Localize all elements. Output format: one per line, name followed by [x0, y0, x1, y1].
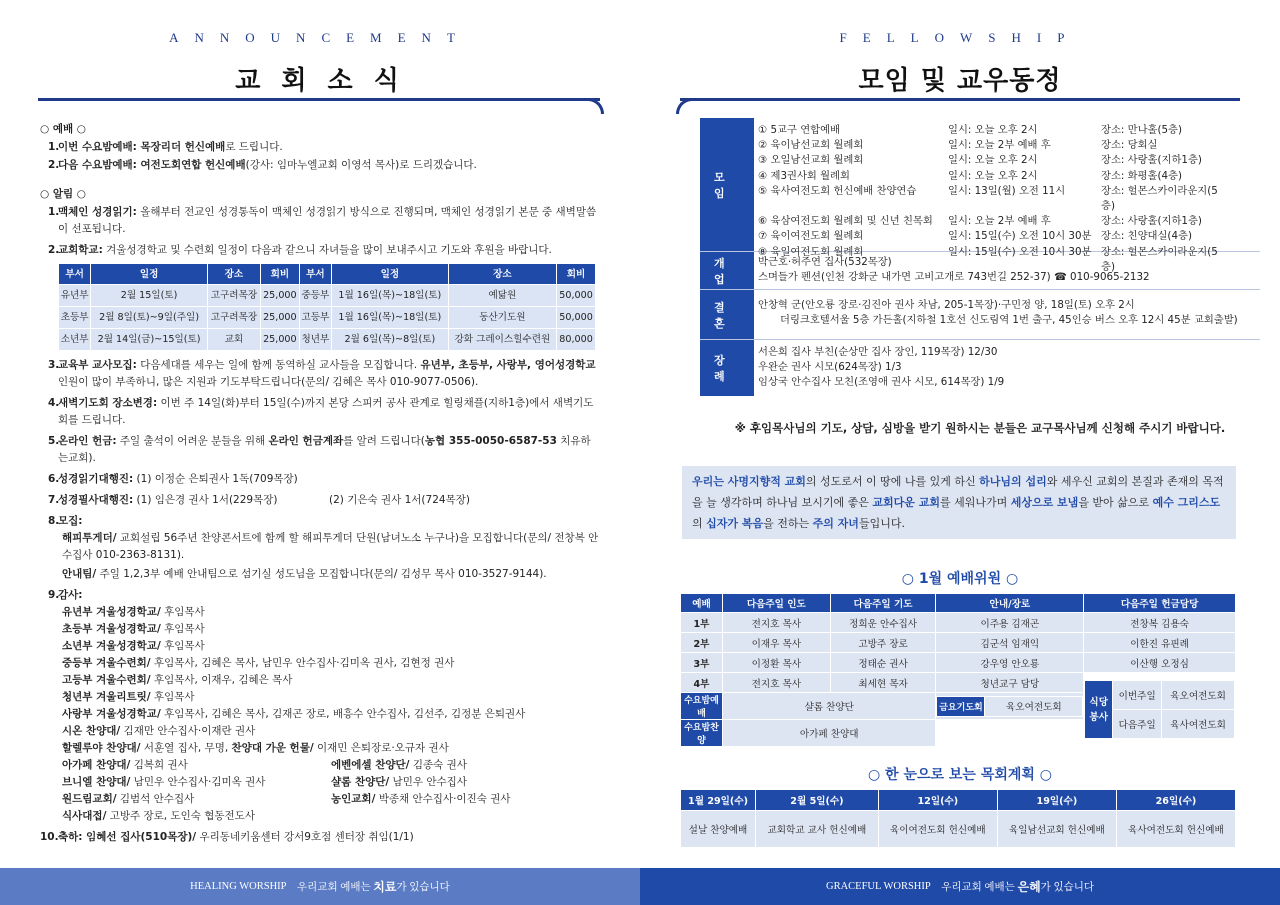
meeting-name: ① 5교구 연합예배: [758, 124, 841, 136]
notice-item-2: 2. 교회학교: 겨울성경학교 및 수련회 일정이 다음과 같으니 자녀들을 많이 보내주시고 기도와 후원을 바랍니다.: [48, 244, 552, 256]
wc-cell: 정태순 권사: [830, 653, 936, 673]
meeting-name: ③ 오일남선교회 월례회: [758, 154, 864, 167]
ministry-plan-table: [680, 789, 1236, 848]
school-header-cell: 회비: [260, 264, 299, 285]
school-cell: 초등부: [59, 307, 91, 329]
wedding-line-1: 안창혁 군(안오룡 장로·김진아 권사 차남, 205-1목장)·구민정 양, 18일(토) 오후 2시: [758, 299, 1135, 311]
wc-header-cell: 예배: [681, 594, 723, 613]
vision-statement: 우리는 사명지향적 교회의 성도로서 이 땅에 나를 있게 하신 하나님의 섭리와 세우신 교회의 본질과 존재의 목적을 늘 생각하며 하나님 보시기에 좋은 교회다운 교회를 세워나가며 세상으로 보냄을 받아 삶으로 예수 그리스도의 십자가 복음을 전하는 주의 자녀들입니다.: [682, 466, 1236, 539]
meeting-name: ⑦ 육이여전도회 월례회: [758, 230, 864, 243]
school-cell: 2월 8일(토)~9일(주일): [91, 307, 208, 329]
notice-heading: ○ 알림 ○: [40, 188, 86, 200]
thanks-pair: [40, 757, 600, 774]
school-cell: 1월 16일(목)~18일(토): [332, 307, 449, 329]
funeral-line-3: 임상국 안수집사 모친(조영애 권사 시모, 614목장) 1/9: [758, 376, 1005, 389]
school-cell: 50,000: [557, 285, 596, 307]
school-header-cell: 장소: [448, 264, 557, 285]
meeting-place: 장소: 만나홀(5층): [1101, 124, 1183, 136]
thanks-item: 시온 찬양대/ 김재만 안수집사·이재란 권사: [62, 725, 256, 737]
funeral-section: [700, 340, 1260, 396]
recruit-happy-together: 해피투게더/ 교회설립 56주년 찬양콘서트에 함께 할 해피투게더 단원(남녀노소 누구나)을 모집합니다(문의/ 전창복 안수집사 010-2363-8131).: [62, 532, 599, 561]
school-cell: 2월 6일(목)~8일(토): [332, 329, 449, 351]
announcement-eyebrow: ANNOUNCEMENT: [169, 30, 471, 45]
wc-cell: 전지호 목사: [722, 613, 830, 633]
meeting-name: ② 육이남선교회 월례회: [758, 139, 864, 152]
thanks-item: 에벤에셀 찬양단/ 김종숙 권사: [331, 759, 467, 771]
plan-header-cell: 12일(수): [878, 790, 997, 811]
school-schedule-table: [58, 263, 596, 351]
table-row: [59, 285, 596, 307]
meeting-name: ⑧ 육일여전도회 월례회: [758, 245, 864, 258]
footer-left: HEALING WORSHIP 우리교회 예배는 치료 가 있습니다: [0, 868, 640, 905]
meal-service-label: 식당봉사: [1085, 681, 1113, 739]
wc-cell: 김군석 임재익: [936, 633, 1084, 653]
school-cell: 중등부: [299, 285, 331, 307]
announcement-page: [0, 0, 640, 868]
worship-committee-title: ○ 1월 예배위원 ○: [901, 571, 1019, 587]
meeting-place: 장소: 당회실: [1101, 139, 1158, 152]
meeting-time: 일시: 오늘 오후 2시: [948, 124, 1038, 136]
meeting-time: 일시: 15일(수) 오전 10시 30분: [948, 230, 1092, 243]
meeting-place: 장소: 헐몬스카이라운지(5층): [1101, 245, 1218, 273]
wc-cell: 이한진 유핀례: [1084, 633, 1236, 653]
school-cell: 25,000: [260, 307, 299, 329]
thanks-item: 샬롬 찬양단/ 남민우 안수집사: [331, 776, 467, 788]
table-row: [59, 329, 596, 351]
school-cell: 고등부: [299, 307, 331, 329]
opening-section: [700, 252, 1260, 290]
notice-item-4: 4. 새벽기도회 장소변경: 이번 주 14일(화)부터 15일(수)까지 본당 스피커 공사 관계로 힐링채플(지하1층)에서 새벽기도회를 드립니다.: [48, 397, 594, 426]
meeting-name: ⑥ 육삼여전도회 월례회 및 신년 친목회: [758, 215, 933, 228]
opening-line-2: 스며들가 펜션(인천 강화군 내가면 고비고개로 743번길 252-37) ☎ 010-9065-2132: [758, 271, 1150, 284]
notice-item-8: 8. 모집:: [48, 515, 83, 527]
meeting-place: 장소: 사랑홀(지하1층): [1101, 215, 1202, 228]
notice-item-10: 10. 축하: 임혜선 집사(510목장)/ 우리동네키움센터 강서9호점 센터장 취임(1/1): [40, 831, 414, 843]
school-cell: 고구려목장: [207, 307, 260, 329]
meeting-time: 일시: 오늘 2부 예배 후: [948, 139, 1051, 152]
funeral-label: 장 례: [700, 340, 754, 396]
meeting-row: [758, 153, 1260, 168]
wc-cell: 이주용 김재곤: [936, 613, 1084, 633]
thanks-pair: [40, 791, 600, 808]
page-title: 교 회 소 식: [235, 66, 405, 96]
meeting-row: [758, 229, 1260, 244]
thanks-item: 원드림교회/ 김범석 안수집사: [62, 793, 195, 805]
meeting-row: [758, 138, 1260, 153]
fellowship-info-box: [700, 118, 1260, 408]
school-cell: 강화 그레이스힐수련원: [448, 329, 557, 351]
thanks-item: 초등부 겨울성경학교/ 후임목사: [62, 623, 205, 635]
notice-item-7: 7. 성경필사대행진: (1) 임은경 권사 1서(229목장) (2) 기은숙 권사 1서(724목장): [48, 494, 470, 506]
meeting-time: 일시: 13일(월) 오전 11시: [948, 184, 1066, 197]
school-cell: 2월 15일(토): [91, 285, 208, 307]
thanks-item: 아가페 찬양대/ 김복희 권사: [62, 759, 188, 771]
wc-header-cell: 다음주일 기도: [830, 594, 936, 613]
table-row: [59, 307, 596, 329]
notice-item-6: 6. 성경읽기대행진: (1) 이정순 은퇴권사 1독(709목장): [48, 473, 298, 485]
plan-cell: 육사여전도회 헌신예배: [1116, 811, 1235, 848]
fellowship-page: [640, 0, 1280, 868]
worship-item-1: 1. 이번 수요밤예배: 목장리더 헌신예배로 드립니다.: [48, 141, 283, 153]
wc-cell: 2부: [681, 633, 723, 653]
thanks-item: 청년부 겨울리트릿/ 후임목사: [62, 691, 195, 703]
school-header-cell: 일정: [91, 264, 208, 285]
thanks-list: [40, 604, 600, 757]
meeting-place: 장소: 친양대실(4층): [1101, 230, 1192, 243]
school-header-cell: 장소: [207, 264, 260, 285]
title-rule-right: [680, 98, 1240, 114]
announcement-body: [40, 120, 600, 846]
wed-choir-label: 수요밤찬양: [681, 720, 723, 747]
notice-item-3: 3. 교육부 교사모집: 다음세대를 세우는 일에 함께 동역하실 교사들을 모집합니다. 유년부, 초등부, 사랑부, 영어성경학교 인원이 많이 부족하니, 많은 지원과 기도부탁드립니다(문의/ 김혜은 목사 010-9077-0506).: [48, 359, 596, 388]
meeting-time: 일시: 15일(수) 오전 10시 30분: [948, 245, 1092, 258]
school-header-cell: 부서: [59, 264, 91, 285]
wedding-line-2: 더링크호텔서울 5층 가든홀(지하철 1호선 신도림역 1번 출구, 45인승 버스 오후 12시 45분 교회출발): [780, 314, 1238, 327]
plan-header-cell: 19일(수): [997, 790, 1116, 811]
meeting-time: 일시: 오늘 2부 예배 후: [948, 215, 1051, 228]
title-rule: [38, 98, 600, 114]
footer-right: GRACEFUL WORSHIP 우리교회 예배는 은혜 가 있습니다: [640, 868, 1280, 905]
school-cell: 고구려목장: [207, 285, 260, 307]
school-cell: 예닮원: [448, 285, 557, 307]
wedding-label: 결 혼: [700, 290, 754, 339]
wc-cell: 이재우 목사: [722, 633, 830, 653]
meeting-name: ⑤ 육사여전도회 헌신예배 찬양연습: [758, 184, 917, 197]
opening-label: 개 업: [700, 252, 754, 289]
plan-cell: 육일남선교회 헌신예배: [997, 811, 1116, 848]
meeting-place: 장소: 헐몬스카이라운지(5층): [1101, 184, 1218, 213]
thanks-pairs: [40, 757, 600, 808]
meeting-time: 일시: 오늘 오후 2시: [948, 154, 1038, 167]
school-header-cell: 회비: [557, 264, 596, 285]
wc-header-cell: 다음주일 인도: [722, 594, 830, 613]
wc-cell: 이산행 오정심: [1084, 653, 1236, 673]
notice-item-5: 5. 온라인 헌금: 주일 출석이 어려운 분들을 위해 온라인 헌금계좌를 알려 드립니다(농협 355-0050-6587-53 치유하는교회).: [48, 435, 591, 464]
wc-cell: 이정환 목사: [722, 653, 830, 673]
school-cell: 청년부: [299, 329, 331, 351]
school-cell: 25,000: [260, 329, 299, 351]
funeral-line-2: 우완순 권사 시모(624목장) 1/3: [758, 361, 902, 374]
meeting-name: ④ 제3권사회 월례회: [758, 169, 850, 182]
thanks-pair: [40, 774, 600, 791]
meeting-time: 일시: 오늘 오후 2시: [948, 169, 1038, 182]
thanks-item: 유년부 겨울성경학교/ 후임목사: [62, 606, 205, 618]
recruit-guide-team: 안내팀/ 주일 1,2,3부 예배 안내팀으로 섬기실 성도님을 모집합니다(문의/ 김성무 목사 010-3527-9144).: [62, 568, 547, 580]
thanks-item: 브니엘 찬양대/ 남민우 안수집사·김미옥 권사: [62, 776, 266, 788]
wc-cell: 전창복 김용숙: [1084, 613, 1236, 633]
plan-header-cell: 2월 5일(수): [756, 790, 879, 811]
plan-header-cell: 26일(수): [1116, 790, 1235, 811]
plan-title: ○ 한 눈으로 보는 목회계획 ○: [867, 767, 1053, 783]
school-cell: 소년부: [59, 329, 91, 351]
meeting-place: 장소: 사랑홀(지하1층): [1101, 154, 1202, 167]
plan-cell: 설날 찬양예배: [681, 811, 756, 848]
school-cell: 50,000: [557, 307, 596, 329]
meeting-row: [758, 169, 1260, 184]
wc-cell: 3부: [681, 653, 723, 673]
thanks-item: 고등부 겨울수련회/ 후임목사, 이재우, 김혜은 목사: [62, 674, 293, 686]
worship-committee-table: 예배 다음주일 인도 다음주일 기도 안내/장로 다음주일 헌금담당 1부 전지호 목사 정희운 안수집사 이주용 김재곤 전창복 김용숙 2부 이재우 목사 고방주 장로 김군석 임재익 이한진 유핀례 3부 이정환 목사 정태순 권사 강우영 안오룡 이산행 오정심 4부 전지호 목사 최세현 목자 청년교구 담당 식당봉사 이번주일 육오여전도회 다음주일 육사여전도회 수요밤예배 샬롬 찬양단 금요기도회 육오여전도회 수요밤찬양 아가페 찬양대: [680, 593, 1236, 747]
wedding-section: [700, 290, 1260, 340]
opening-line-1: 박근호·허주연 집사(532목장): [758, 256, 892, 268]
pastor-notice: ※ 후임목사님의 기도, 상담, 심방을 받기 원하시는 분들은 교구목사님께 신청해 주시기 바랍니다.: [734, 421, 1226, 435]
fellowship-eyebrow: FELLOWSHIP: [839, 30, 1081, 45]
thanks-item: 사랑부 겨울성경학교/ 후임목사, 김혜은 목사, 김재곤 장로, 배흥수 안수집사, 김선주, 김정분 은퇴권사: [62, 708, 526, 720]
notice-item-1: 1. 맥체인 성경읽기: 올해부터 전교인 성경통독이 맥체인 성경읽기 방식으로 진행되며, 맥체인 성경읽기 본문 중 새벽말씀이 선포됩니다.: [48, 206, 597, 235]
thanks-item: 할렐루야 찬양대/ 서훈열 집사, 무명, 찬양대 가운 헌물/ 이재민 은퇴장로·오규자 권사: [62, 742, 449, 754]
school-cell: 유년부: [59, 285, 91, 307]
plan-cell: 교회학교 교사 헌신예배: [756, 811, 879, 848]
plan-header-cell: 1월 29일(수): [681, 790, 756, 811]
school-cell: 교회: [207, 329, 260, 351]
wed-night-label: 수요밤예배: [681, 693, 723, 720]
wc-cell: 정희운 안수집사: [830, 613, 936, 633]
school-cell: 동산기도원: [448, 307, 557, 329]
plan-cell: 육이여전도회 헌신예배: [878, 811, 997, 848]
meeting-row: [758, 123, 1260, 138]
funeral-line-1: 서은희 집사 부친(순상만 집사 장인, 119목장) 12/30: [758, 346, 998, 358]
thanks-item: 농인교회/ 박종채 안수집사·이진숙 권사: [331, 793, 511, 805]
school-cell: 25,000: [260, 285, 299, 307]
meeting-place: 장소: 화평홀(4층): [1101, 169, 1183, 182]
wc-cell: 1부: [681, 613, 723, 633]
worship-heading: ○ 예배 ○: [40, 123, 86, 135]
thanks-item: 중등부 겨울수련회/ 후임목사, 김혜은 목사, 남민우 안수집사·김미옥 권사, 김현정 권사: [62, 657, 455, 669]
school-header-cell: 부서: [299, 264, 331, 285]
school-cell: 1월 16일(목)~18일(토): [332, 285, 449, 307]
notice-item-9: 9. 감사:: [48, 589, 83, 601]
wc-cell: 고방주 장로: [830, 633, 936, 653]
school-header-cell: 일정: [332, 264, 449, 285]
thanks-meal: 식사대접/ 고방주 장로, 도인숙 협동전도사: [62, 810, 255, 822]
school-cell: 80,000: [557, 329, 596, 351]
thanks-item: 소년부 겨울성경학교/ 후임목사: [62, 640, 205, 652]
worship-item-2: 2. 다음 수요밤예배: 여전도회연합 헌신예배(강사: 임마누엘교회 이영석 목사)로 드리겠습니다.: [48, 159, 477, 171]
wc-header-cell: 다음주일 헌금담당: [1084, 594, 1236, 613]
meetings-label: 모 임: [700, 118, 754, 251]
meeting-row: [758, 214, 1260, 229]
school-cell: 2월 14일(금)~15일(토): [91, 329, 208, 351]
wc-header-cell: 안내/장로: [936, 594, 1084, 613]
page-title-right: 모임 및 교우동정: [858, 66, 1062, 96]
wc-cell: 강우영 안오룡: [936, 653, 1084, 673]
meeting-row: [758, 184, 1260, 214]
